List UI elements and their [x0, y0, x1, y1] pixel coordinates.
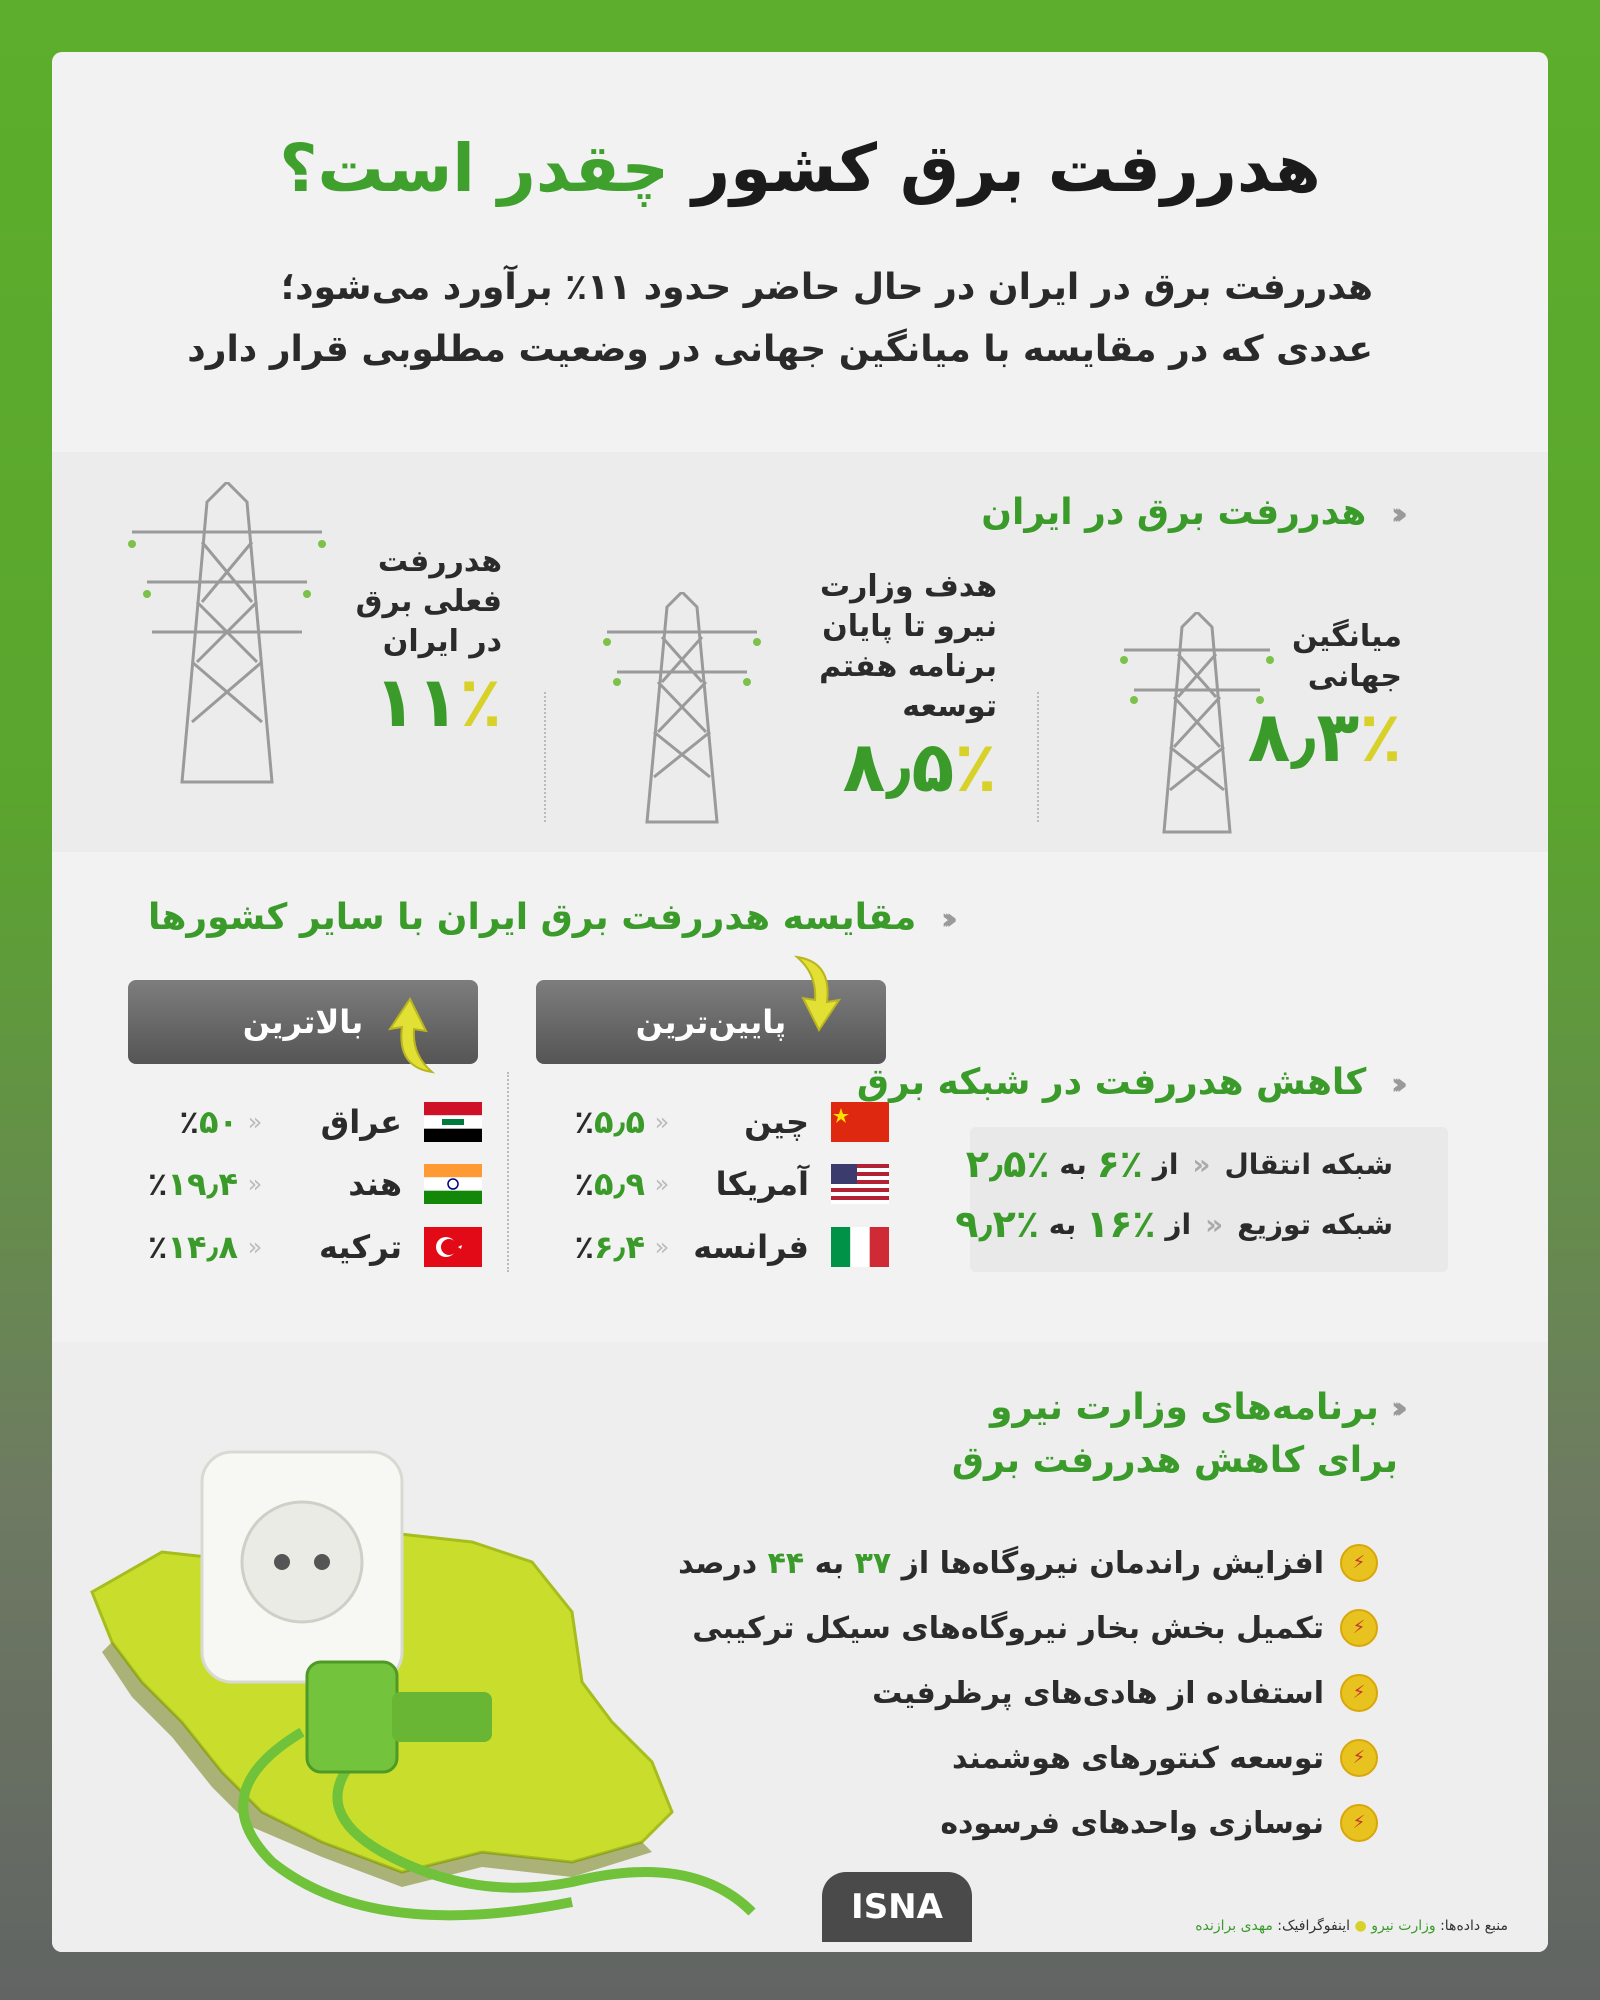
chevron-left-icon: « [247, 1233, 263, 1261]
chevron-left-icon: ‹‹‹ [940, 901, 948, 937]
electricity-icon: ⚡ [1340, 1674, 1378, 1712]
iraq-flag-icon [424, 1102, 482, 1142]
page-title [52, 130, 1548, 207]
country-row-turkey: ترکیه « ٪۱۴٫۸ [142, 1222, 482, 1272]
isna-logo: ISNA [822, 1872, 972, 1942]
plan-item: ⚡ توسعه کنتورهای هوشمند [952, 1739, 1378, 1777]
grid-row-transmission: شبکه انتقال « از ۶٪ به ۲٫۵٪ [965, 1142, 1393, 1186]
highest-pill: بالاترین [128, 980, 478, 1064]
country-row-france: فرانسه « ٪۶٫۴ [549, 1222, 889, 1272]
lowest-pill: پایین‌ترین [536, 980, 886, 1064]
electricity-icon: ⚡ [1340, 1739, 1378, 1777]
iran-map-socket-plug-illustration [52, 1432, 772, 1952]
arrow-down-icon [787, 952, 847, 1032]
iran-section-heading: ‹‹‹ هدررفت برق در ایران [981, 492, 1398, 533]
electricity-icon: ⚡ [1340, 1609, 1378, 1647]
chevron-left-icon: « [654, 1233, 670, 1261]
grid-section-heading: ‹‹‹ کاهش هدررفت در شبکه برق [856, 1062, 1398, 1103]
footer-credits: منبع داده‌ها: وزارت نیرو ● اینفوگرافیک: مهدی برازنده [1195, 1918, 1508, 1934]
title-part1: هدررفت برق کشور [692, 130, 1321, 207]
title-part2-highlight: چقدر است؟ [279, 130, 670, 207]
plans-section-heading: ‹‹‹برنامه‌های وزارت نیرو برای کاهش هدررفت برق [952, 1382, 1398, 1487]
chevron-left-icon: « [654, 1170, 670, 1198]
power-tower-icon [592, 592, 772, 832]
usa-flag-icon [831, 1164, 889, 1204]
electricity-icon: ⚡ [1340, 1544, 1378, 1582]
chevron-left-icon: « [247, 1108, 263, 1136]
chevron-left-icon: « [654, 1108, 670, 1136]
divider [1037, 692, 1039, 822]
stat-current-iran: هدررفت فعلی برق در ایران ۱۱٪ [355, 544, 502, 743]
country-row-china: چین « ٪۵٫۵ [549, 1097, 889, 1147]
arrow-up-icon [382, 997, 442, 1077]
country-row-usa: آمریکا « ٪۵٫۹ [549, 1159, 889, 1209]
turkey-flag-icon [424, 1227, 482, 1267]
grid-row-distribution: شبکه توزیع « از ۱۶٪ به ۹٫۲٪ [955, 1202, 1393, 1246]
chevron-left-icon: « [1192, 1147, 1211, 1181]
subtitle-line2: عددی که در مقایسه با میانگین جهانی در وضعیت مطلوبی قرار دارد [187, 329, 1373, 370]
plan-item: ⚡ تکمیل بخش بخار نیروگاه‌های سیکل ترکیبی [692, 1609, 1378, 1647]
chevron-left-icon: ‹‹‹ [1390, 1066, 1398, 1102]
plan-item: ⚡ نوسازی واحدهای فرسوده [940, 1804, 1378, 1842]
chevron-left-icon: « [247, 1170, 263, 1198]
country-row-iraq: عراق « ٪۵۰ [142, 1097, 482, 1147]
divider [544, 692, 546, 822]
subtitle [173, 257, 1373, 381]
chevron-left-icon: ‹‹‹ [1390, 496, 1398, 532]
electricity-icon: ⚡ [1340, 1804, 1378, 1842]
china-flag-icon [831, 1102, 889, 1142]
plan-item: ⚡ افزایش راندمان نیروگاه‌ها از ۳۷ به ۴۴ درصد [678, 1544, 1378, 1582]
infographic-card [52, 52, 1548, 1952]
compare-section-heading: ‹‹‹ مقایسه هدررفت برق ایران با سایر کشورها [147, 897, 948, 938]
stat-ministry-target: هدف وزارت نیرو تا پایان برنامه هفتم توسعه ۸٫۵٪ [819, 569, 997, 808]
subtitle-line1: هدررفت برق در ایران در حال حاضر حدود ۱۱٪ برآورد می‌شود؛ [280, 267, 1373, 308]
india-flag-icon [424, 1164, 482, 1204]
france-flag-icon [831, 1227, 889, 1267]
chevron-left-icon: « [1205, 1207, 1224, 1241]
divider [507, 1072, 509, 1272]
chevron-left-icon: ‹‹‹ [1390, 1391, 1398, 1426]
power-tower-icon [112, 482, 342, 792]
country-row-india: هند « ٪۱۹٫۴ [142, 1159, 482, 1209]
plan-item: ⚡ استفاده از هادی‌های پرظرفیت [872, 1674, 1378, 1712]
stat-world-average: میانگین جهانی ۸٫۳٪ [1247, 619, 1402, 778]
